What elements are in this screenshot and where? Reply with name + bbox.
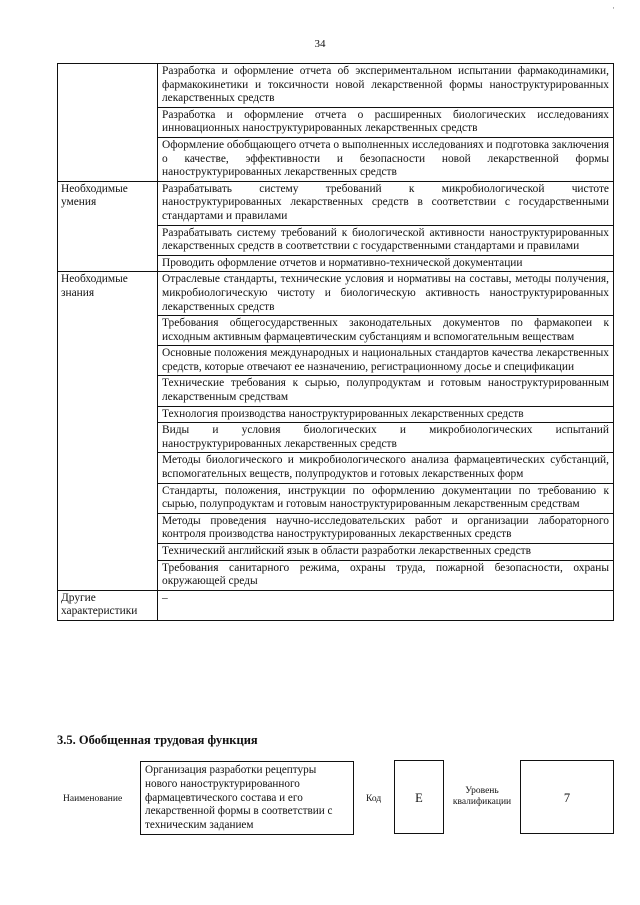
row-text: Разрабатывать систему требований к биологической активности наноструктурированных лекарственных средств в соответствии с государственными стандартами и правилами bbox=[158, 225, 614, 255]
row-text: Оформление обобщающего отчета о выполненных исследованиях и подготовка заключения о качестве, эффективности и безопасности новой лекарственной формы наноструктурированных лекарственных средств bbox=[158, 137, 614, 181]
section-title: 3.5. Обобщенная трудовая функция bbox=[57, 733, 258, 747]
row-text: Отраслевые стандарты, технические условия и нормативы на составы, методы получения, микробиологическую чистоту и биологическую активность наноструктурированных лекарственных средств bbox=[158, 272, 614, 316]
row-text: Основные положения международных и национальных стандартов качества лекарственных средств, которые отвечают ее назначению, регистрационному досье и спецификации bbox=[158, 346, 614, 376]
name-value-box: Организация разработки рецептуры нового наноструктурированного фармацевтического состава и его лекарственной формы в соответствии с техническим заданием bbox=[140, 761, 354, 835]
row-label: Необходимые знания bbox=[58, 272, 158, 590]
row-text: Разработка и оформление отчета о расширенных биологических исследованиях инновационных наноструктурированных лекарственных средств bbox=[158, 107, 614, 137]
skills-knowledge-table bbox=[57, 63, 614, 621]
row-text: Стандарты, положения, инструкции по оформлению документации по требованию к сырью, полупродуктам и готовым наноструктурированным лекарственным средствам bbox=[158, 483, 614, 513]
row-text: Технические требования к сырью, полупродуктам и готовым наноструктурированным лекарственным средствам bbox=[158, 376, 614, 406]
row-text: Разработка и оформление отчета об экспериментальном испытании фармакодинамики, фармакокинетики и токсичности новой лекарственной формы наноструктурированных лекарственных средств bbox=[158, 64, 614, 108]
page-number: 34 bbox=[314, 38, 326, 50]
row-text: Технический английский язык в области разработки лекарственных средств bbox=[158, 544, 614, 561]
corner-mark: · bbox=[612, 3, 615, 13]
row-text: Методы проведения научно-исследовательских работ и организации лабораторного контроля производства наноструктурированных лекарственных средств bbox=[158, 513, 614, 543]
row-text: Проводить оформление отчетов и нормативно-технической документации bbox=[158, 255, 614, 272]
row-text: Требования общегосударственных законодательных документов по фармакопеи к исходным активным фармацевтическим субстанциям и вспомогательным веществам bbox=[158, 316, 614, 346]
row-text: Методы биологического и микробиологического анализа фармацевтических субстанций, вспомогательных веществ, полупродуктов и готовых лекарственных форм bbox=[158, 453, 614, 483]
row-text: Виды и условия биологических и микробиологических испытаний наноструктурированных лекарственных средств bbox=[158, 423, 614, 453]
row-text: Требования санитарного режима, охраны труда, пожарной безопасности, охраны окружающей среды bbox=[158, 560, 614, 590]
row-label: Другие характеристики bbox=[58, 590, 158, 620]
level-label: Уровень квалификации bbox=[452, 786, 512, 807]
row-label bbox=[58, 64, 158, 182]
table-row bbox=[58, 590, 614, 620]
row-text: Разрабатывать систему требований к микробиологической чистоте наноструктурированных лекарственных средств в соответствии с государственными стандартами и правилами bbox=[158, 181, 614, 225]
row-text: Технология производства наноструктурированных лекарственных средств bbox=[158, 406, 614, 423]
table-row bbox=[58, 181, 614, 225]
row-label: Необходимые умения bbox=[58, 181, 158, 272]
table-row bbox=[58, 272, 614, 316]
code-label: Код bbox=[366, 794, 382, 804]
name-label: Наименование bbox=[63, 794, 123, 804]
code-value-box: E bbox=[394, 760, 444, 834]
table-row bbox=[58, 64, 614, 108]
row-text: – bbox=[158, 590, 614, 620]
level-value-box: 7 bbox=[520, 760, 614, 834]
table-body bbox=[58, 64, 614, 621]
